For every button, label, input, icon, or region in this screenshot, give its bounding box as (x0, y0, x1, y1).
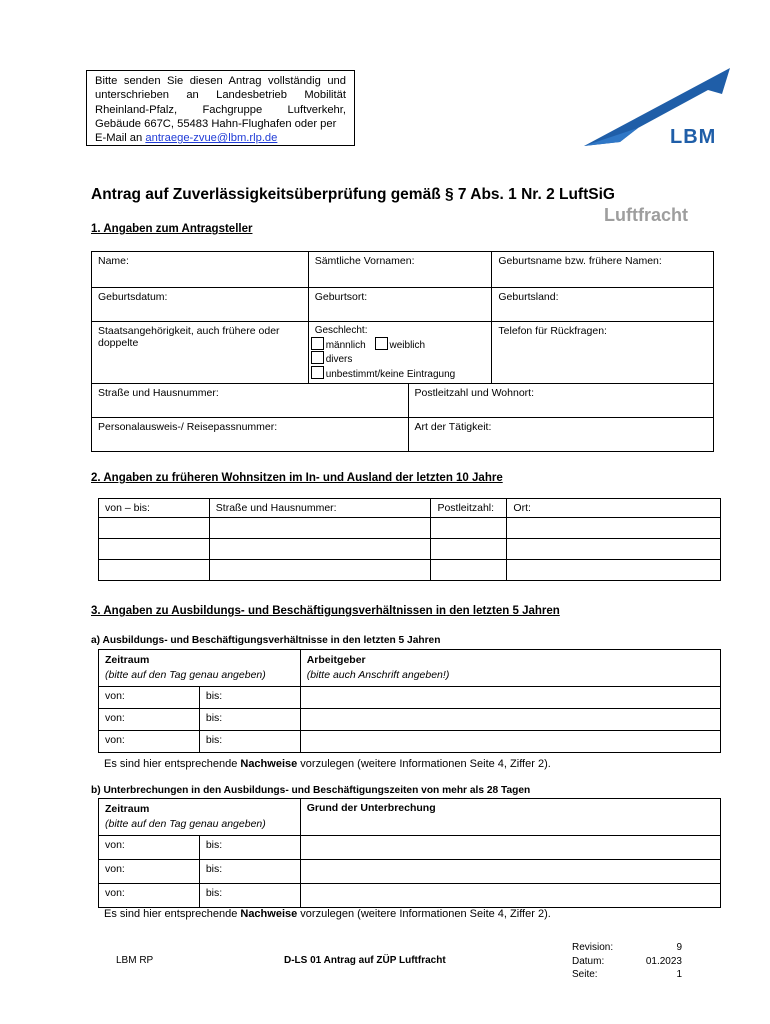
residence-cell[interactable] (507, 539, 721, 560)
residence-cell[interactable] (507, 518, 721, 539)
residence-cell[interactable] (431, 518, 507, 539)
maennlich-label: männlich (325, 339, 366, 351)
geburtsort-field[interactable]: Geburtsort: (308, 288, 492, 322)
bis-field[interactable]: bis: (199, 731, 300, 753)
section2-heading: 2. Angaben zu früheren Wohnsitzen im In- und Ausland der letzten 10 Jahre (91, 472, 503, 484)
section3-heading: 3. Angaben zu Ausbildungs- und Beschäftigungsverhältnissen in den letzten 5 Jahren (91, 605, 560, 617)
zeitraum-label: Zeitraum (105, 654, 150, 666)
plz-wohnort-field[interactable]: Postleitzahl und Wohnort: (408, 384, 713, 418)
datum-value: 01.2023 (645, 955, 682, 967)
zeitraum-hint: (bitte auf den Tag genau angeben) (105, 669, 266, 681)
section3b-heading: b) Unterbrechungen in den Ausbildungs- und Beschäftigungszeiten von mehr als 28 Tagen (91, 785, 531, 796)
bis-field[interactable]: bis: (199, 884, 300, 908)
residence-cell[interactable] (507, 560, 721, 581)
residence-cell[interactable] (431, 560, 507, 581)
seite-label: Seite: (572, 969, 598, 980)
von-field[interactable]: von: (99, 731, 200, 753)
employment-table (98, 649, 721, 753)
bis-field[interactable]: bis: (199, 687, 300, 709)
col-von-bis: von – bis: (99, 499, 210, 518)
maennlich-checkbox[interactable] (311, 337, 324, 350)
divers-label: divers (325, 354, 353, 365)
vornamen-field[interactable]: Sämtliche Vornamen: (308, 252, 492, 288)
bis-field[interactable]: bis: (199, 709, 300, 731)
unbestimmt-label: unbestimmt/keine Eintragung (325, 368, 456, 380)
von-field[interactable]: von: (99, 709, 200, 731)
col-plz: Postleitzahl: (431, 499, 507, 518)
logo-text: LBM (670, 126, 717, 148)
grund-field[interactable] (300, 836, 720, 860)
grund-header (300, 799, 720, 836)
bis-field[interactable]: bis: (199, 860, 300, 884)
page-subtitle: Luftfracht (604, 205, 688, 225)
divers-checkbox[interactable] (311, 351, 324, 364)
revision-value: 9 (676, 942, 682, 953)
arbeitgeber-header (300, 650, 720, 687)
col-strasse: Straße und Hausnummer: (209, 499, 431, 518)
residence-cell[interactable] (99, 539, 210, 560)
notice-email-link[interactable]: antraege-zvue@lbm.rlp.de (145, 132, 278, 145)
geschlecht-label: Geschlecht: (314, 325, 368, 336)
residence-cell[interactable] (99, 560, 210, 581)
residence-cell[interactable] (209, 560, 431, 581)
geburtsdatum-field[interactable]: Geburtsdatum: (92, 288, 309, 322)
residence-cell[interactable] (209, 518, 431, 539)
residence-cell[interactable] (431, 539, 507, 560)
strasse-field[interactable]: Straße und Hausnummer: (92, 384, 409, 418)
grund-field[interactable] (300, 884, 720, 908)
arbeitgeber-field[interactable] (300, 687, 720, 709)
page-title: Antrag auf Zuverlässigkeitsüberprüfung gemäß § 7 Abs. 1 Nr. 2 LuftSiG (91, 186, 615, 203)
von-field[interactable]: von: (99, 884, 200, 908)
taetigkeit-field[interactable]: Art der Tätigkeit: (408, 418, 713, 452)
footer-values (620, 941, 682, 982)
arbeitgeber-field[interactable] (300, 731, 720, 753)
residence-cell[interactable] (209, 539, 431, 560)
name-field[interactable]: Name: (92, 252, 309, 288)
notice-text: Bitte senden Sie diesen Antrag vollständig und unterschrieben an Landesbetrieb Mobilität Rheinland-Pfalz, Fachgruppe Luftverkehr, Gebäude 667C, 55483 Hahn-Flughafen oder per (95, 75, 346, 130)
revision-label: Revision: (572, 942, 614, 953)
bis-field[interactable]: bis: (199, 836, 300, 860)
arbeitgeber-hint: (bitte auch Anschrift angeben!) (306, 669, 450, 681)
notice-email-prefix: E-Mail an (95, 132, 146, 145)
weiblich-label: weiblich (389, 339, 426, 351)
residence-table (98, 498, 721, 581)
datum-label: Datum: (572, 955, 605, 967)
footer-org: LBM RP (116, 955, 154, 966)
arbeitgeber-label: Arbeitgeber (306, 654, 366, 666)
geburtsland-field[interactable]: Geburtsland: (492, 288, 714, 322)
seite-value: 1 (676, 969, 682, 980)
footer-labels (572, 941, 613, 982)
arbeitgeber-field[interactable] (300, 709, 720, 731)
von-field[interactable]: von: (99, 860, 200, 884)
zeitraum-b-label: Zeitraum (105, 803, 150, 815)
unbestimmt-checkbox[interactable] (311, 366, 324, 379)
section1-heading: 1. Angaben zum Antragsteller (91, 223, 253, 235)
zeitraum-header (99, 650, 301, 687)
submission-notice (86, 70, 355, 146)
staatsangehoerigkeit-field[interactable]: Staatsangehörigkeit, auch frühere oder doppelte (92, 322, 309, 384)
von-field[interactable]: von: (99, 836, 200, 860)
weiblich-checkbox[interactable] (375, 337, 388, 350)
nachweis-note-b: Es sind hier entsprechende Nachweise vorzulegen (weitere Informationen Seite 4, Ziffer 2). (104, 908, 551, 920)
lbm-logo (580, 64, 740, 154)
applicant-table (91, 251, 714, 452)
geburtsname-field[interactable]: Geburtsname bzw. frühere Namen: (492, 252, 714, 288)
zeitraum-b-header (99, 799, 301, 836)
grund-field[interactable] (300, 860, 720, 884)
footer-doc: D-LS 01 Antrag auf ZÜP Luftfracht (284, 955, 446, 966)
geschlecht-field (308, 322, 492, 384)
ausweis-field[interactable]: Personalausweis-/ Reisepassnummer: (92, 418, 409, 452)
interruption-table (98, 798, 721, 908)
grund-label: Grund der Unterbrechung (306, 802, 436, 814)
section3a-heading: a) Ausbildungs- und Beschäftigungsverhältnisse in den letzten 5 Jahren (91, 635, 441, 646)
telefon-field[interactable]: Telefon für Rückfragen: (492, 322, 714, 384)
nachweis-note-a: Es sind hier entsprechende Nachweise vorzulegen (weitere Informationen Seite 4, Ziffer 2). (104, 758, 551, 770)
von-field[interactable]: von: (99, 687, 200, 709)
col-ort: Ort: (507, 499, 721, 518)
zeitraum-b-hint: (bitte auf den Tag genau angeben) (105, 818, 266, 830)
residence-cell[interactable] (99, 518, 210, 539)
